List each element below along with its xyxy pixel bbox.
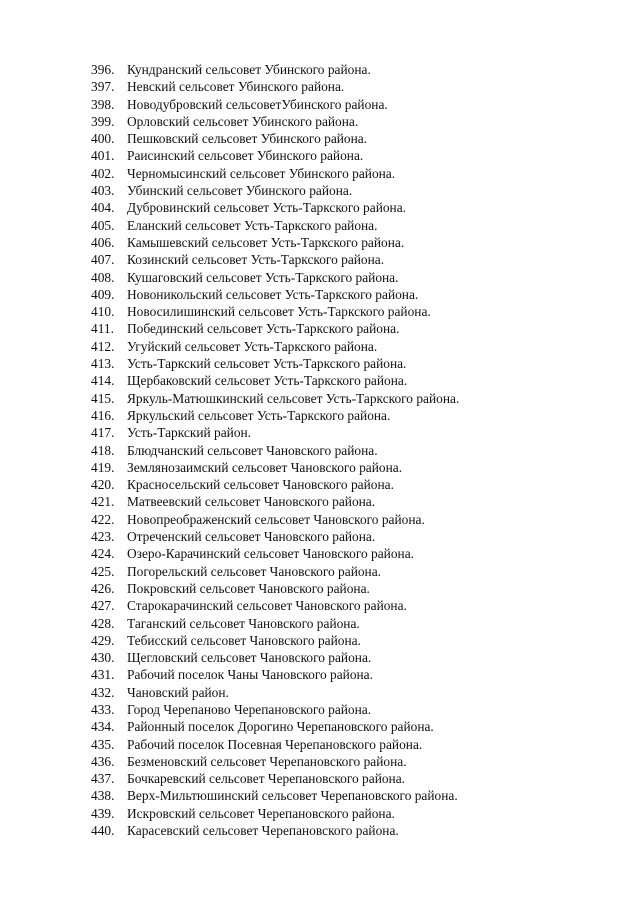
item-text: Еланский сельсовет Усть-Таркского района. — [127, 217, 378, 233]
item-text: Козинский сельсовет Усть-Таркского района. — [127, 252, 385, 268]
item-number: 402. — [91, 165, 115, 181]
list-item — [91, 632, 459, 649]
item-text: Безменовский сельсовет Черепановского района. — [127, 753, 407, 769]
item-number: 426. — [91, 580, 115, 596]
item-number: 430. — [91, 650, 115, 666]
list-item — [91, 165, 459, 182]
item-text: Пешковский сельсовет Убинского района. — [127, 131, 368, 147]
item-text: Орловский сельсовет Убинского района. — [127, 113, 359, 129]
item-number: 404. — [91, 200, 115, 216]
item-number: 419. — [91, 459, 115, 475]
item-number: 409. — [91, 286, 115, 302]
list-item — [91, 787, 459, 804]
item-number: 412. — [91, 338, 115, 354]
item-number: 423. — [91, 529, 115, 545]
item-number: 408. — [91, 269, 115, 285]
item-number: 396. — [91, 62, 115, 77]
list-item — [91, 199, 459, 216]
list-item — [91, 701, 459, 718]
list-item — [91, 407, 459, 424]
list-item — [91, 78, 459, 95]
list-item — [91, 476, 459, 493]
item-number: 398. — [91, 96, 115, 112]
list-item — [91, 234, 459, 251]
item-text: Убинский сельсовет Убинского района. — [127, 183, 353, 199]
item-text: Верх-Мильтюшинский сельсовет Черепановского района. — [127, 788, 458, 804]
item-number: 436. — [91, 753, 115, 769]
item-text: Яркульский сельсовет Усть-Таркского района. — [127, 407, 391, 423]
item-text: Отреченский сельсовет Чановского района. — [127, 529, 376, 545]
list-item — [91, 130, 459, 147]
item-number: 428. — [91, 615, 115, 631]
item-number: 406. — [91, 234, 115, 250]
item-text: Яркуль-Матюшкинский сельсовет Усть-Таркского района. — [127, 390, 460, 406]
item-number: 434. — [91, 719, 115, 735]
item-number: 425. — [91, 563, 115, 579]
list-item — [91, 355, 459, 372]
item-number: 433. — [91, 701, 115, 717]
item-text: Новоникольский сельсовет Усть-Таркского района. — [127, 286, 419, 302]
item-number: 403. — [91, 183, 115, 199]
item-text: Старокарачинский сельсовет Чановского района. — [127, 598, 407, 614]
item-text: Покровский сельсовет Чановского района. — [127, 580, 370, 596]
item-text: Красносельский сельсовет Чановского района. — [127, 477, 394, 493]
list-item — [91, 545, 459, 562]
list-item — [91, 182, 459, 199]
item-text: Кундранский сельсовет Убинского района. — [127, 62, 371, 77]
list-item — [91, 217, 459, 234]
list-item — [91, 822, 459, 839]
item-text: Карасевский сельсовет Черепановского района. — [127, 823, 399, 839]
list-item — [91, 320, 459, 337]
list-item — [91, 113, 459, 130]
list-item — [91, 770, 459, 787]
item-number: 431. — [91, 667, 115, 683]
list-item — [91, 528, 459, 545]
item-number: 416. — [91, 407, 115, 423]
item-number: 421. — [91, 494, 115, 510]
item-text: Щегловский сельсовет Чановского района. — [127, 650, 372, 666]
item-number: 397. — [91, 79, 115, 95]
item-text: Районный поселок Дорогино Черепановского района. — [127, 719, 434, 735]
item-text: Новодубровский сельсоветУбинского района. — [127, 96, 388, 112]
numbered-list — [91, 61, 459, 839]
list-item — [91, 805, 459, 822]
item-text: Побединский сельсовет Усть-Таркского района. — [127, 321, 400, 337]
list-item — [91, 753, 459, 770]
item-text: Тебисский сельсовет Чановского района. — [127, 632, 361, 648]
list-item — [91, 390, 459, 407]
item-number: 437. — [91, 771, 115, 787]
list-item — [91, 372, 459, 389]
item-number: 422. — [91, 511, 115, 527]
item-text: Дубровинский сельсовет Усть-Таркского района. — [127, 200, 407, 216]
item-number: 400. — [91, 131, 115, 147]
list-item — [91, 511, 459, 528]
list-item — [91, 251, 459, 268]
list-item — [91, 684, 459, 701]
list-item — [91, 493, 459, 510]
item-number: 401. — [91, 148, 115, 164]
list-item — [91, 563, 459, 580]
item-text: Усть-Таркский сельсовет Усть-Таркского района. — [127, 356, 407, 372]
item-text: Щербаковский сельсовет Усть-Таркского района. — [127, 373, 408, 389]
list-item — [91, 61, 459, 78]
list-item — [91, 597, 459, 614]
list-item — [91, 666, 459, 683]
item-number: 438. — [91, 788, 115, 804]
item-number: 399. — [91, 113, 115, 129]
list-item — [91, 338, 459, 355]
list-item — [91, 442, 459, 459]
item-text: Землянозаимский сельсовет Чановского района. — [127, 459, 403, 475]
list-item — [91, 286, 459, 303]
item-number: 410. — [91, 304, 115, 320]
item-number: 405. — [91, 217, 115, 233]
list-item — [91, 615, 459, 632]
item-text: Рабочий поселок Посевная Черепановского района. — [127, 736, 423, 752]
item-text: Озеро-Карачинский сельсовет Чановского района. — [127, 546, 414, 562]
item-text: Чановский район. — [127, 684, 229, 700]
list-item — [91, 424, 459, 441]
item-number: 413. — [91, 356, 115, 372]
item-text: Кушаговский сельсовет Усть-Таркского района. — [127, 269, 399, 285]
item-number: 435. — [91, 736, 115, 752]
item-number: 417. — [91, 425, 115, 441]
list-item — [91, 303, 459, 320]
item-number: 424. — [91, 546, 115, 562]
item-number: 429. — [91, 632, 115, 648]
item-number: 414. — [91, 373, 115, 389]
item-text: Усть-Таркский район. — [127, 425, 252, 441]
list-item — [91, 736, 459, 753]
item-text: Бочкаревский сельсовет Черепановского района. — [127, 771, 406, 787]
item-number: 440. — [91, 823, 115, 839]
item-number: 432. — [91, 684, 115, 700]
item-text: Новопреображенский сельсовет Чановского района. — [127, 511, 425, 527]
item-text: Искровский сельсовет Черепановского района. — [127, 805, 395, 821]
item-text: Новосилишинский сельсовет Усть-Таркского района. — [127, 304, 431, 320]
item-number: 418. — [91, 442, 115, 458]
list-item — [91, 580, 459, 597]
list-item — [91, 147, 459, 164]
list-item — [91, 649, 459, 666]
item-number: 427. — [91, 598, 115, 614]
list-item — [91, 96, 459, 113]
item-number: 415. — [91, 390, 115, 406]
item-text: Раисинский сельсовет Убинского района. — [127, 148, 364, 164]
item-text: Блюдчанский сельсовет Чановского района. — [127, 442, 378, 458]
item-text: Черномысинский сельсовет Убинского района. — [127, 165, 396, 181]
list-item — [91, 269, 459, 286]
item-text: Камышевский сельсовет Усть-Таркского района. — [127, 234, 405, 250]
item-number: 407. — [91, 252, 115, 268]
item-number: 420. — [91, 477, 115, 493]
item-text: Матвеевский сельсовет Чановского района. — [127, 494, 376, 510]
item-text: Невский сельсовет Убинского района. — [127, 79, 345, 95]
list-item — [91, 459, 459, 476]
item-number: 411. — [91, 321, 114, 337]
item-text: Рабочий поселок Чаны Чановского района. — [127, 667, 373, 683]
item-text: Город Черепаново Черепановского района. — [127, 701, 372, 717]
item-text: Таганский сельсовет Чановского района. — [127, 615, 360, 631]
item-number: 439. — [91, 805, 115, 821]
item-text: Погорельский сельсовет Чановского района. — [127, 563, 382, 579]
item-text: Угуйский сельсовет Усть-Таркского района. — [127, 338, 378, 354]
list-item — [91, 718, 459, 735]
